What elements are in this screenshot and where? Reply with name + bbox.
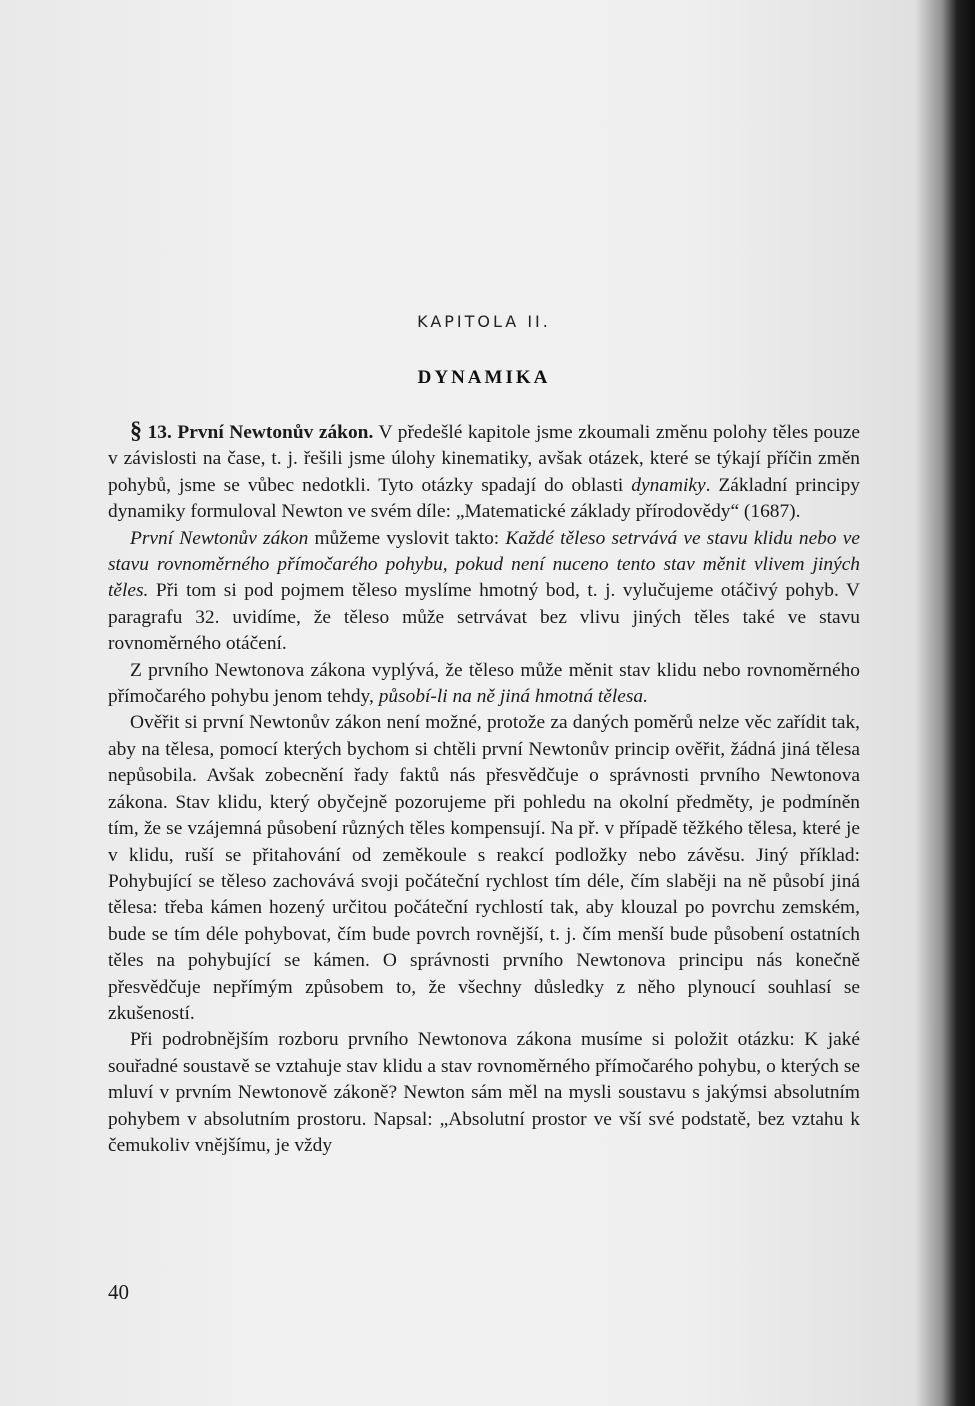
section-sign: § [130,418,142,444]
paragraph-2-law-statement: Každé těleso setrvává ve stavu klidu nebo ve stavu rovnoměrného přímočarého pohybu, pokud není nuceno tento stav měnit vlivem jiných těles. [108,527,860,602]
paragraph-4: Ověřit si první Newtonův zákon není možné, protože za daných poměrů nelze věc zařídit tak, aby na tělesa, pomocí kterých bychom si chtěli první Newtonův princip ověřit, žádná jiná tělesa nepůsobila. Avšak zobecnění řady faktů nás přesvědčuje o správnosti prvního Newtonova zákona. Stav klidu, který obyčejně pozorujeme při pohledu na okolní předměty, je podmíněn tím, že se vzájemná působení různých těles kompensují. Na př. v případě těžkého tělesa, které je v klidu, ruší se přitahování od zeměkoule s reakcí podložky nebo závěsu. Jiný příklad: Pohybující se těleso zachovává svoji počáteční rychlost tím déle, čím slaběji na ně působí jiná tělesa: třeba kámen hozený určitou počáteční rychlostí tak, aby klouzal po povrchu zemském, bude se tím déle pohybovat, čím bude povrch rovnější, t. j. čím menší bude působení ostatních těles na pohybující se kámen. O správnosti prvního Newtonova principu nás konečně přesvědčuje nepřímým způsobem to, že všechny důsledky z něho plynoucí souhlasí se zkušeností. [108,712,860,1024]
paragraph-3-emphasis: působí-li na ně jiná hmotná tělesa. [378,686,648,708]
paragraph-1 [108,418,860,526]
body-text [108,418,860,1159]
paragraph-3-text-1: Z prvního Newtonova zákona vyplývá, že těleso může měnit stav klidu nebo rovnoměrného přímočarého pohybu jenom tehdy, [108,659,860,708]
page-edge-shadow [915,0,975,1406]
chapter-title: DYNAMIKA [417,367,551,388]
paragraph-2-text-2: Při tom si pod pojmem těleso myslíme hmotný bod, t. j. vylučujeme otáčivý pohyb. V paragrafu 32. uvidíme, že těleso může setrvávat bez vlivu jiných těles také ve stavu rovnoměrného otáčení. [108,580,860,655]
paragraph-2-emphasis-1: První Newtonův zákon [130,527,309,549]
paragraph-2-text-1: můžeme vyslovit takto: [308,527,506,549]
chapter-heading: KAPITOLA II. [417,312,551,331]
paragraph-1-emphasis: dynamiky [631,474,706,496]
paragraph-1-text-b: . Základní principy dynamiky formuloval Newton ve svém díle: „Matematické základy přírodovědy“ (1687). [108,474,860,523]
paragraph-3 [108,658,860,711]
paragraph-5: Při podrobnějším rozboru prvního Newtonova zákona musíme si položit otázku: K jaké souřadné soustavě se vztahuje stav klidu a stav rovnoměrného přímočarého pohybu, o kterých se mluví v prvním Newtonově zákoně? Newton sám měl na mysli soustavu s jakýmsi absolutním pohybem v absolutním prostoru. Napsal: „Absolutní prostor ve vší své podstatě, bez vztahu k čemukoliv vnějšímu, je vždy [108,1029,860,1156]
paragraph-1-text-a: V předešlé kapitole jsme zkoumali změnu polohy těles pouze v závislosti na čase, t. j. řešili jsme úlohy kinematiky, avšak otázek, které se týkají příčin změn pohybů, jsme se vůbec nedotkli. Tyto otázky spadají do oblasti [108,422,861,496]
paragraph-2 [108,526,860,658]
page-number: 40 [108,1280,129,1304]
section-heading: 13. První Newtonův zákon. [147,422,374,443]
